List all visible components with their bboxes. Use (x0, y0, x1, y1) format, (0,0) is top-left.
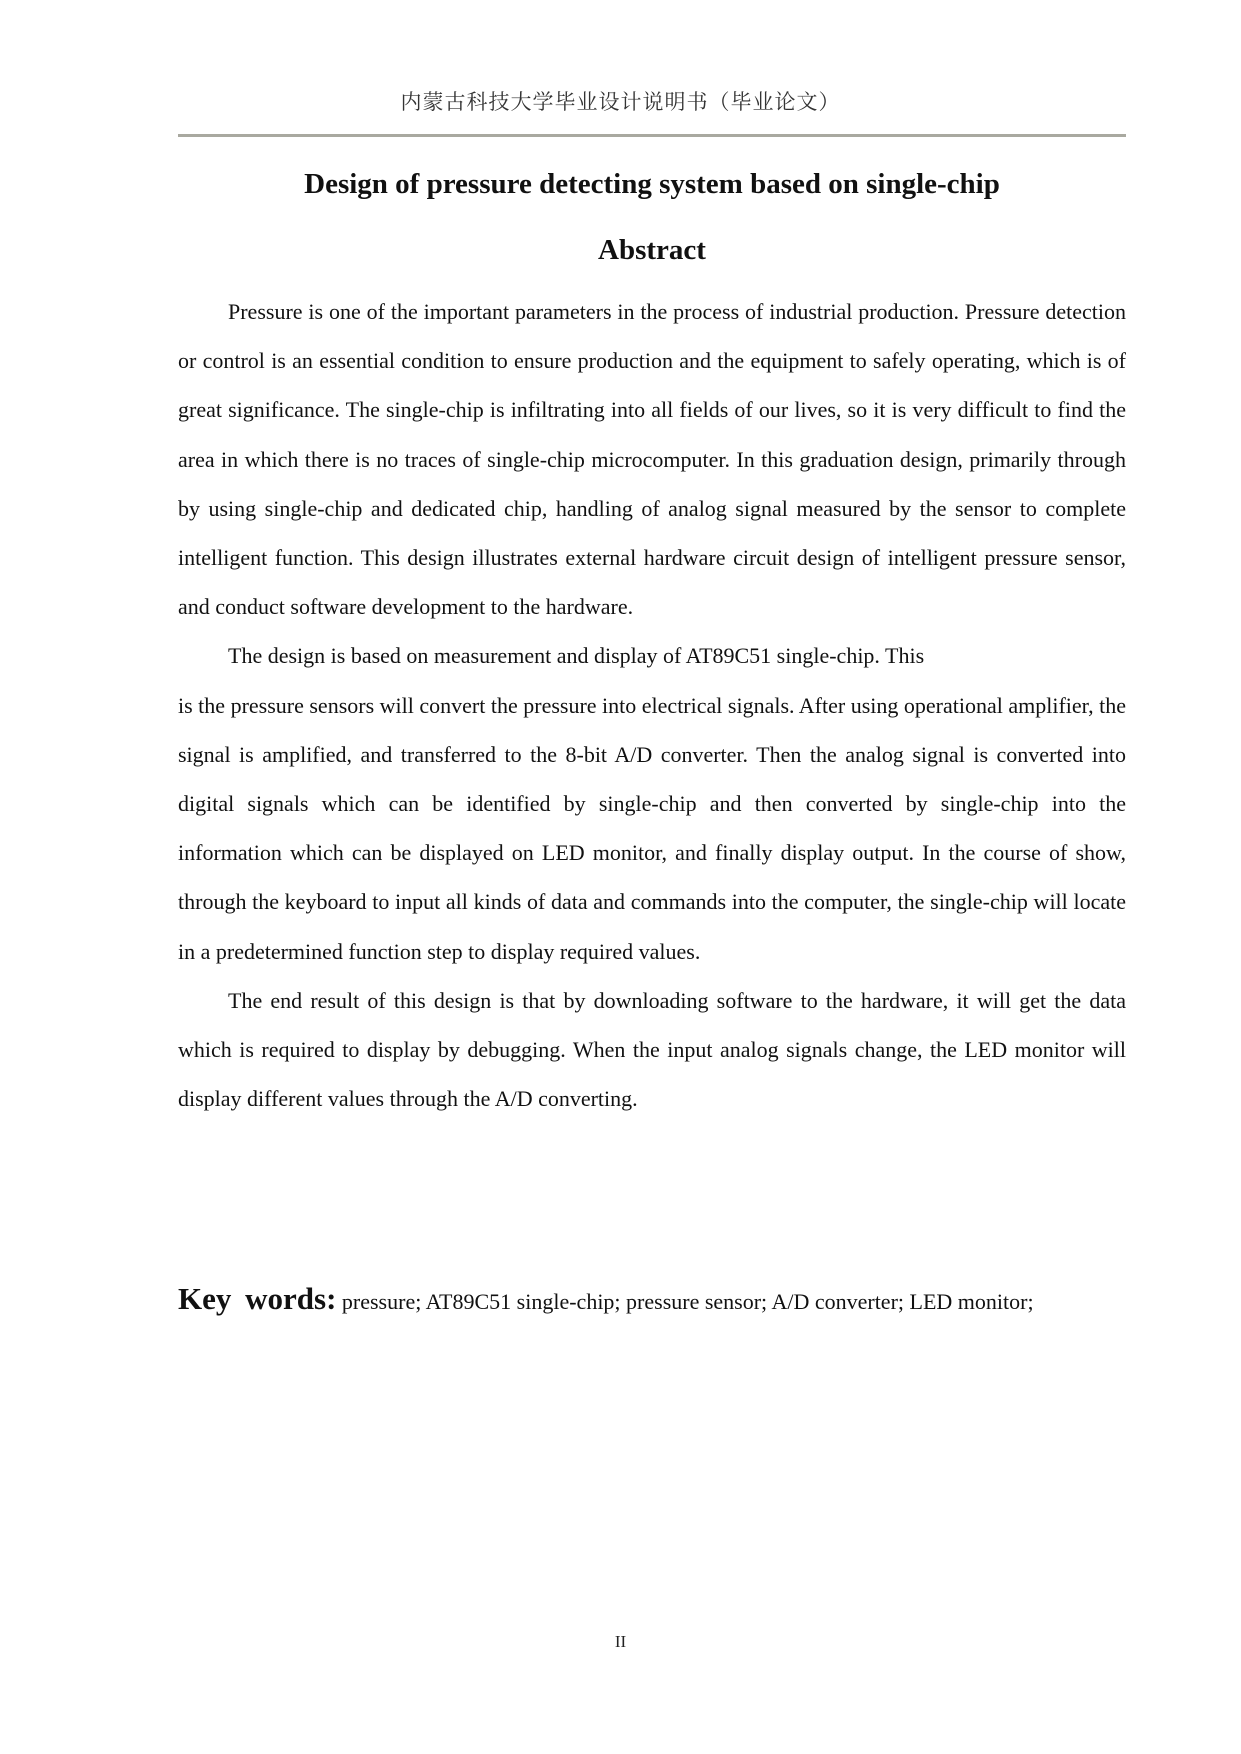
running-header: 内蒙古科技大学毕业设计说明书（毕业论文） (400, 90, 841, 114)
abstract-paragraph-3: The end result of this design is that by downloading software to the hardware, it will get the data which is required to display by debugging. When the input analog signals change, the LED monitor will display different values through the A/D converting. (178, 987, 1126, 1112)
header-divider (178, 134, 1126, 137)
keywords-section (178, 1272, 1126, 1329)
document-title: Design of pressure detecting system based on single-chip (304, 168, 1000, 200)
abstract-paragraph-2-continued: is the pressure sensors will convert the pressure into electrical signals. After using operational amplifier, the signal is amplified, and transferred to the 8-bit A/D converter. Then the analog signal is converted into digital signals which can be identified by single-chip and then converted by single-chip into the information which can be displayed on LED monitor, and finally display output. In the course of show, through the keyboard to input all kinds of data and commands into the computer, the single-chip will locate in a predetermined function step to display required values. (178, 692, 1126, 964)
abstract-paragraph-2-first-line: The design is based on measurement and display of AT89C51 single-chip. This (228, 643, 925, 669)
abstract-heading: Abstract (598, 234, 706, 266)
keywords-label: Key words: (178, 1281, 337, 1316)
page-number: II (614, 1632, 627, 1651)
abstract-body (178, 287, 1126, 1123)
keywords-list: pressure; AT89C51 single-chip; pressure sensor; A/D converter; LED monitor; (341, 1289, 1034, 1314)
abstract-paragraph-1: Pressure is one of the important parameters in the process of industrial production. Pressure detection or control is an essential condition to ensure production and the equipment to safely operating, which is of great significance. The single-chip is infiltrating into all fields of our lives, so it is very difficult to find the area in which there is no traces of single-chip microcomputer. In this graduation design, primarily through by using single-chip and dedicated chip, handling of analog signal measured by the sensor to complete intelligent function. This design illustrates external hardware circuit design of intelligent pressure sensor, and conduct software development to the hardware. (178, 299, 1126, 620)
